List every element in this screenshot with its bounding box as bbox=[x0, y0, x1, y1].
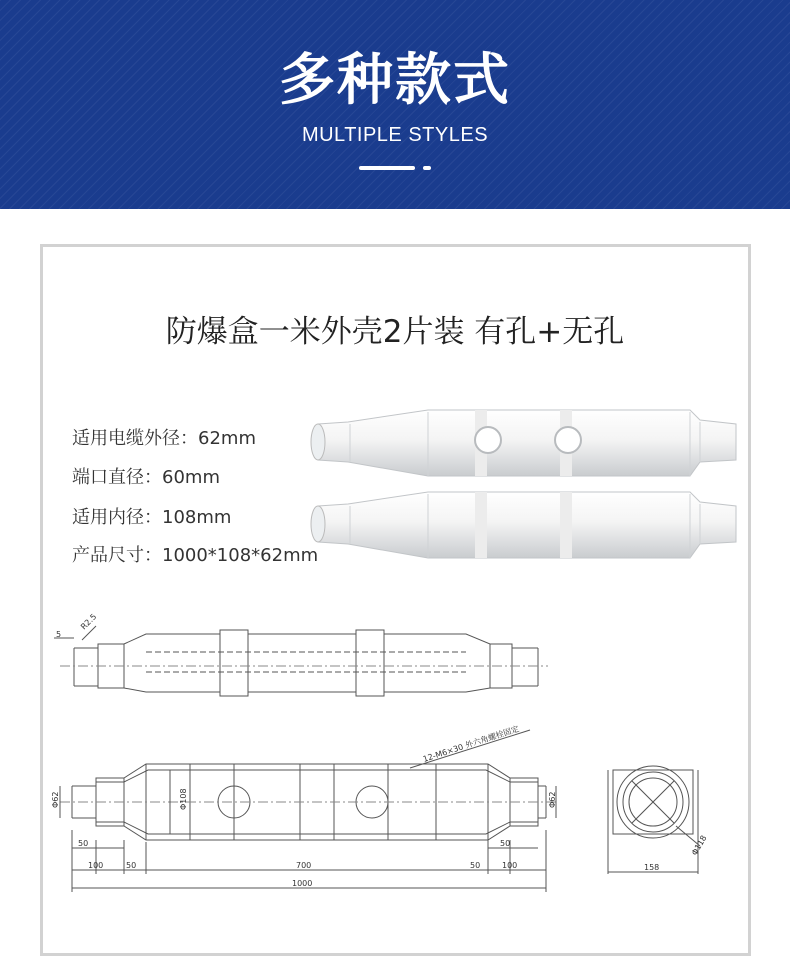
spec-label: 适用内径： bbox=[72, 507, 162, 528]
dim-phi118: Φ118 bbox=[689, 833, 709, 857]
dim-phi62-left: Φ62 bbox=[51, 791, 60, 808]
banner-subtitle: MULTIPLE STYLES bbox=[301, 124, 489, 146]
dim-158: 158 bbox=[644, 863, 660, 872]
drawing-end-view bbox=[608, 766, 700, 874]
spec-value: 62mm bbox=[198, 428, 256, 449]
dim-100-left: 100 bbox=[88, 861, 104, 870]
spec-label: 产品尺寸： bbox=[72, 545, 162, 566]
dim-50-left: 50 bbox=[126, 861, 137, 870]
dim-50-left-upper: 50 bbox=[78, 839, 89, 848]
spec-label: 端口直径： bbox=[72, 467, 162, 488]
dim-50-right: 50 bbox=[470, 861, 481, 870]
dim-5: 5 bbox=[56, 630, 62, 639]
drawing-top-view bbox=[54, 626, 548, 696]
dim-r2-5: R2.5 bbox=[79, 612, 99, 632]
spec-label: 适用电缆外径： bbox=[72, 428, 198, 449]
spec-value: 1000*108*62mm bbox=[162, 545, 319, 566]
shell-without-holes-image bbox=[311, 492, 736, 558]
spec-value: 108mm bbox=[162, 507, 232, 528]
spec-value: 60mm bbox=[162, 467, 220, 488]
dim-1000: 1000 bbox=[292, 879, 313, 888]
dim-phi62-right: Φ62 bbox=[548, 791, 557, 808]
dim-50-right-upper: 50 bbox=[500, 839, 511, 848]
banner-title: 多种款式 bbox=[279, 48, 511, 113]
bolt-callout: 12-M6×30 外六角螺栓固定 bbox=[421, 724, 521, 764]
product-title: 防爆盒一米外壳2片装 有孔+无孔 bbox=[165, 314, 625, 350]
dim-100-right: 100 bbox=[502, 861, 518, 870]
dim-700: 700 bbox=[296, 861, 312, 870]
dim-phi108: Φ108 bbox=[179, 788, 188, 810]
shell-with-holes-image bbox=[311, 410, 736, 476]
